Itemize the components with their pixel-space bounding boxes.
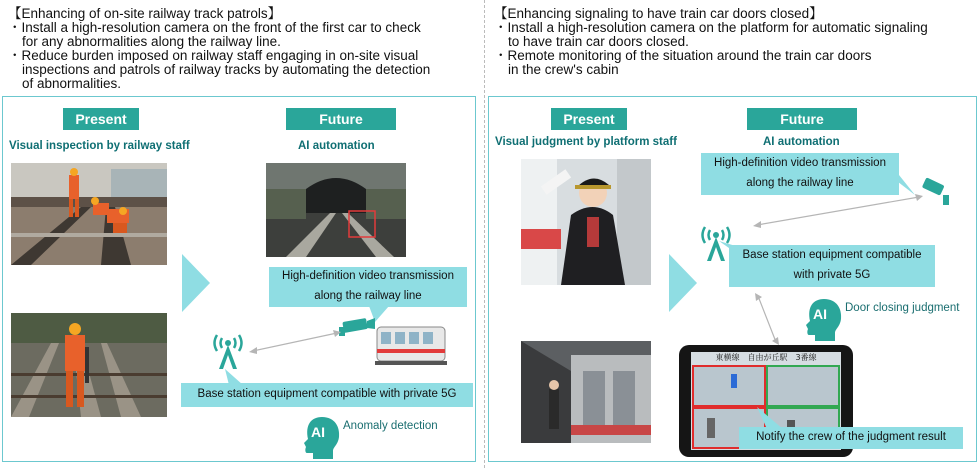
right-bullet-2: ・Remote monitoring of the situation around the train car doors <box>494 48 872 63</box>
left-bullet-2c: of abnormalities. <box>22 76 122 91</box>
left-ai-label: AI <box>311 424 325 440</box>
right-present-subtitle: Visual judgment by platform staff <box>495 136 677 148</box>
left-arrow-shape <box>182 254 210 312</box>
photo-tunnel-track <box>266 163 406 257</box>
right-heading: 【Enhancing signaling to have train car doors closed】 <box>494 6 823 21</box>
left-future-tab: Future <box>286 108 396 130</box>
left-bullet-2: ・Reduce burden imposed on railway staff engaging in on-site visual <box>8 48 419 63</box>
right-callout-notify-tail <box>757 407 783 429</box>
right-callout-base-tail <box>719 241 739 255</box>
left-link-arrow <box>249 329 341 355</box>
left-bullet-1b: for any abnormalities along the railway line. <box>22 34 281 49</box>
right-future-subtitle: AI automation <box>763 136 840 148</box>
train-icon <box>375 323 447 369</box>
right-callout-notify: Notify the crew of the judgment result <box>739 427 963 449</box>
right-bullet-1: ・Install a high-resolution camera on the platform for automatic signaling <box>494 20 928 35</box>
right-arrow-shape <box>669 254 697 312</box>
right-ai-label: AI <box>813 306 827 322</box>
left-callout-video <box>269 267 467 307</box>
left-bullet-1: ・Install a high-resolution camera on the front of the first car to check <box>8 20 421 35</box>
left-panel <box>2 96 476 462</box>
left-callout-base: Base station equipment compatible with private 5G <box>181 383 473 407</box>
right-bullet-2b: in the crew's cabin <box>508 62 619 77</box>
left-bullet-2b: inspections and patrols of railway tracks by automating the detection <box>22 62 431 77</box>
antenna-icon <box>211 329 245 369</box>
right-future-tab: Future <box>747 108 857 130</box>
camera-icon <box>339 317 375 337</box>
left-callout-video-line1: High-definition video transmission <box>282 270 454 283</box>
left-future-subtitle: AI automation <box>298 140 375 152</box>
photo-train-doors <box>521 341 651 443</box>
right-callout-base <box>729 245 935 287</box>
right-bullet-1b: to have train car doors closed. <box>508 34 689 49</box>
right-link-arrow <box>753 193 923 229</box>
left-ai-caption: Anomaly detection <box>343 420 438 432</box>
left-present-tab: Present <box>63 108 139 130</box>
tablet-header-text: 東横線 自由が丘駅 3番線 <box>715 353 817 362</box>
left-callout-video-line2: along the railway line <box>314 290 422 302</box>
right-callout-base-line1: Base station equipment compatible <box>742 249 922 262</box>
center-divider <box>484 0 485 468</box>
right-present-tab: Present <box>551 108 627 130</box>
right-callout-video <box>701 153 899 195</box>
right-callout-video-tail <box>889 175 915 195</box>
right-panel <box>488 96 977 462</box>
left-heading: 【Enhancing of on-site railway track patrols】 <box>8 6 282 21</box>
left-present-subtitle: Visual inspection by railway staff <box>9 140 190 152</box>
photo-track-workers <box>11 163 167 265</box>
photo-platform-staff <box>521 159 651 285</box>
left-callout-base-tail <box>225 369 243 385</box>
right-link-arrow-2 <box>755 293 779 345</box>
right-callout-base-line2: with private 5G <box>793 269 871 281</box>
right-ai-caption: Door closing judgment <box>845 302 960 314</box>
right-callout-video-line1: High-definition video transmission <box>714 157 886 170</box>
right-camera-icon <box>921 177 951 207</box>
photo-track-patrol <box>11 313 167 417</box>
right-callout-video-line2: along the railway line <box>746 177 854 189</box>
